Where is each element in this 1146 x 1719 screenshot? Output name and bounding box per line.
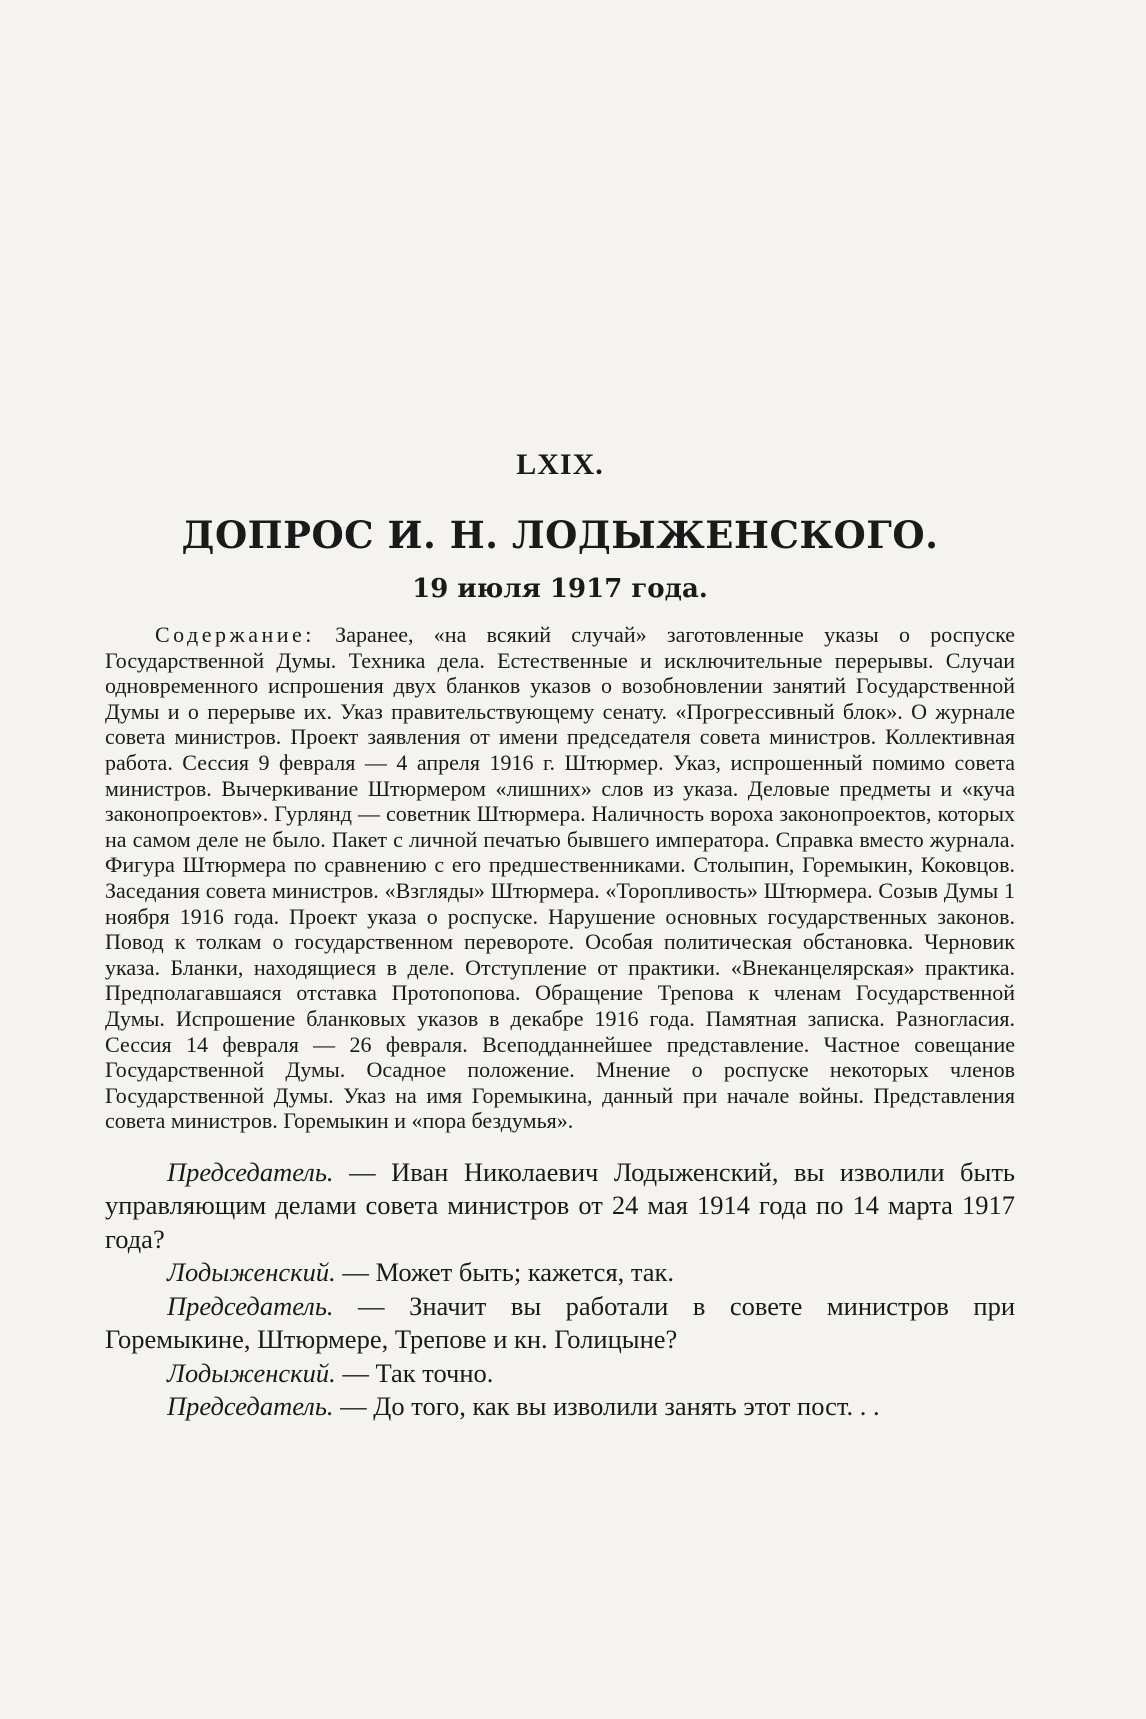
contents-summary — [105, 622, 1015, 1134]
chapter-number: LXIX. — [516, 448, 604, 481]
dialogue-text: — До того, как вы изволили занять этот пост. . . — [333, 1391, 880, 1422]
dialogue-text: — Значит вы работали в совете министров при Горемыкине, Штюрмере, Трепове и кн. Голицыне? — [105, 1290, 1015, 1355]
dialogue-text: — Иван Николаевич Лодыженский, вы изволили быть управляющим делами совета министров от 24 мая 1914 года по 14 марта 1917 года? — [105, 1156, 1015, 1254]
dialogue-text: — Так точно. — [335, 1357, 494, 1388]
dialogue-line — [105, 1256, 1015, 1290]
dialogue-line — [105, 1357, 1015, 1391]
contents-label: Содержание: — [155, 622, 315, 647]
document-title: ДОПРОС И. Н. ЛОДЫЖЕНСКОГО. — [181, 513, 939, 557]
dialogue-line — [105, 1156, 1015, 1257]
speaker-name: Лодыженский. — [167, 1257, 336, 1288]
speaker-name: Председатель. — [167, 1290, 334, 1321]
speaker-name: Председатель. — [167, 1391, 334, 1422]
dialogue-line — [105, 1290, 1015, 1357]
dialogue-line — [105, 1390, 1015, 1424]
contents-text: Заранее, «на всякий случай» заготовленные указы о роспуске Государственной Думы. Техника дела. Естественные и исключительные перерывы. Случаи одновременного испрошения двух бланков указов о возобновлении занятий Государственной Думы и о перерыве их. Указ правительствующему сенату. «Прогрессивный блок». О журнале совета министров. Проект заявления от имени председателя совета министров. Коллективная работа. Сессия 9 февраля — 4 апреля 1916 г. Штюрмер. Указ, испрошенный помимо совета министров. Вычеркивание Штюрмером «лишних» слов из указа. Деловые предметы и «куча законопроектов». Гурлянд — советник Штюрмера. Наличность вороха законопроектов, которых на самом деле не было. Пакет с личной печатью бывшего императора. Справка вместо журнала. Фигура Штюрмера по сравнению с его предшественниками. Столыпин, Горемыкин, Коковцов. Заседания совета министров. «Взгляды» Штюрмера. «Торопливость» Штюрмера. Созыв Думы 1 ноября 1916 года. Проект указа о роспуске. Нарушение основных государственных законов. Повод к толкам о государственном перевороте. Особая политическая обстановка. Черновик указа. Бланки, находящиеся в деле. Отступление от практики. «Внеканцелярская» практика. Предполагавшаяся отставка Протопопова. Обращение Трепова к членам Государственной Думы. Испрошение бланковых указов в декабре 1916 года. Памятная записка. Разногласия. Сессия 14 февраля — 26 февраля. Всеподданнейшее представление. Частное совещание Государственной Думы. Осадное положение. Мнение о роспуске некоторых членов Государственной Думы. Указ на имя Горемыкина, данный при начале войны. Представления совета министров. Горемыкин и «пора бездумья». — [105, 622, 1015, 1134]
document-date: 19 июля 1917 года. — [412, 574, 708, 604]
page-content — [105, 440, 1015, 1424]
dialogue-text: — Может быть; кажется, так. — [335, 1257, 675, 1288]
speaker-name: Председатель. — [167, 1156, 334, 1187]
interrogation-dialogue — [105, 1156, 1015, 1424]
speaker-name: Лодыженский. — [167, 1357, 336, 1388]
